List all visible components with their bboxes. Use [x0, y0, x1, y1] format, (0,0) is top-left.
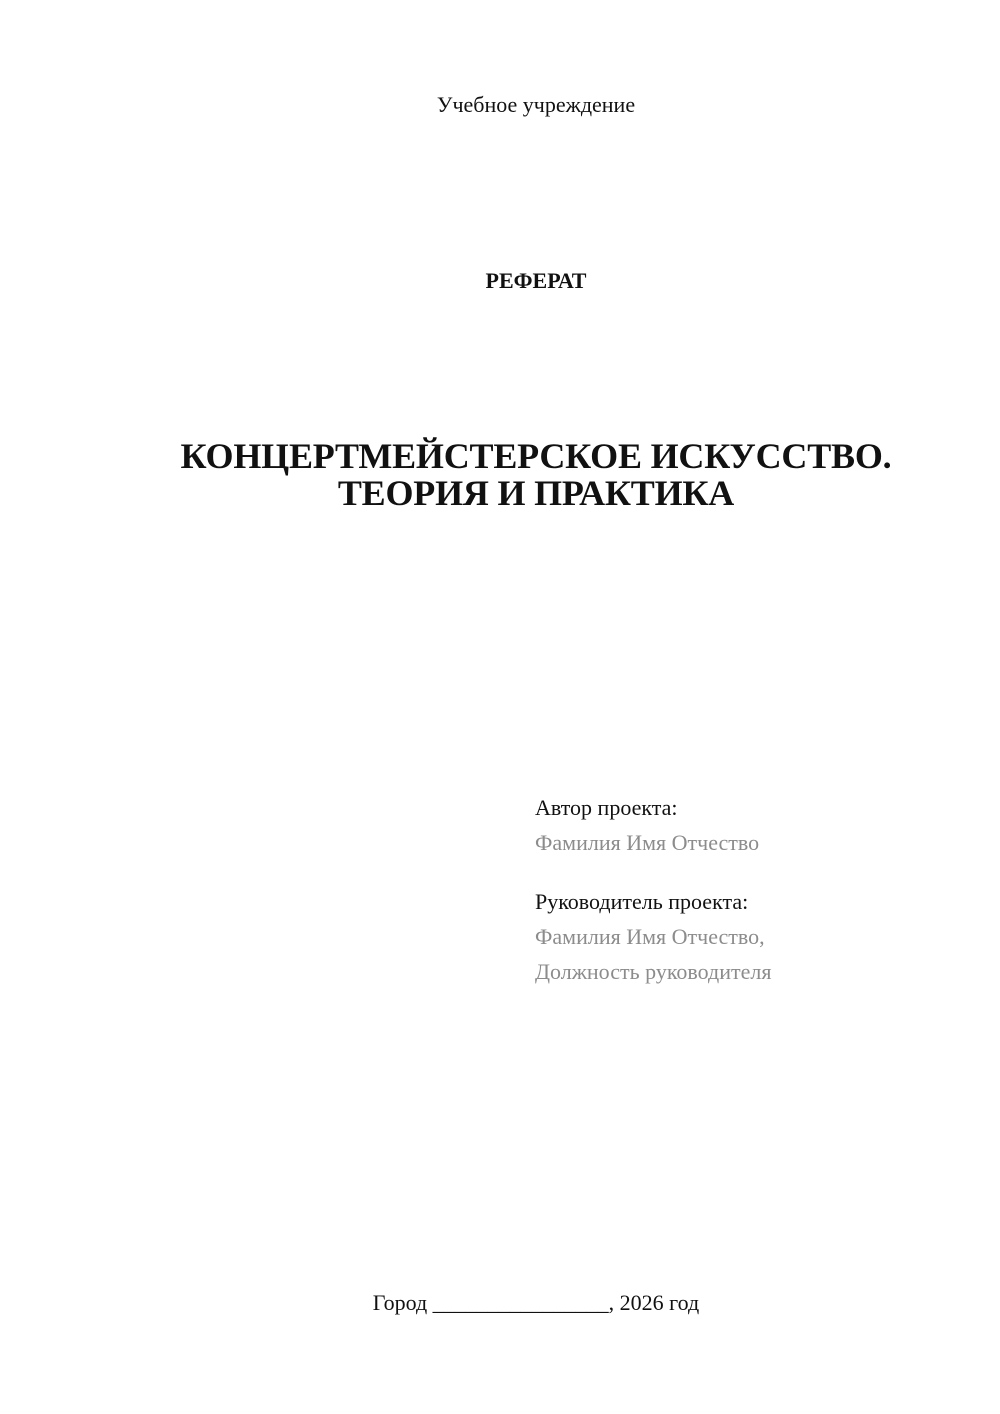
supervisor-label: Руководитель проекта: — [535, 889, 749, 914]
title-line-2: ТЕОРИЯ И ПРАКТИКА — [337, 473, 735, 513]
author-name: Фамилия Имя Отчество — [535, 830, 760, 855]
project-info — [535, 790, 771, 989]
author-label: Автор проекта: — [535, 795, 678, 820]
author-block — [535, 790, 771, 860]
supervisor-name: Фамилия Имя Отчество, — [535, 924, 765, 949]
city-year-line: Город ________________, 2026 год — [372, 1290, 700, 1315]
document-title — [0, 438, 1000, 512]
supervisor-block — [535, 884, 771, 989]
supervisor-position: Должность руководителя — [535, 959, 772, 984]
document-type: РЕФЕРАТ — [485, 268, 587, 293]
institution-name: Учебное учреждение — [436, 92, 636, 117]
title-line-1: КОНЦЕРТМЕЙСТЕРСКОЕ ИСКУССТВО. — [180, 436, 892, 476]
